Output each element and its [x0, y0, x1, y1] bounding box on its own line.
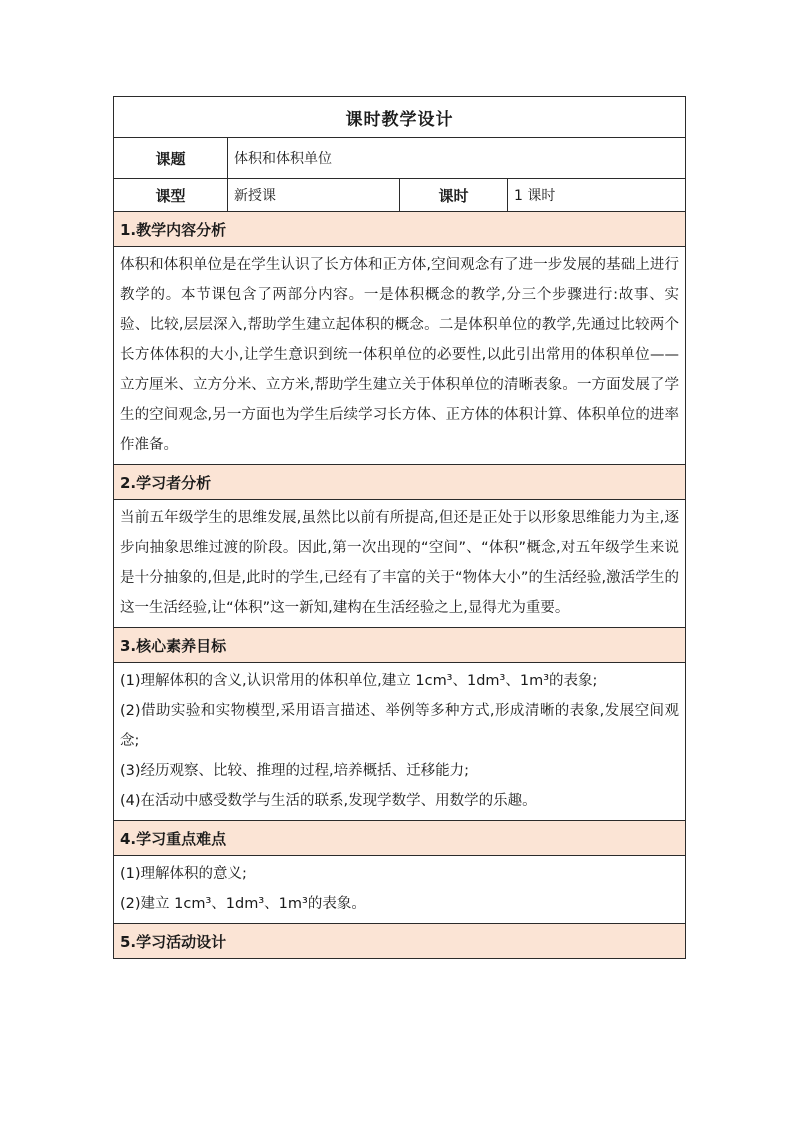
- objective-item: (2)借助实验和实物模型,采用语言描述、举例等多种方式,形成清晰的表象,发展空间观念;: [120, 703, 679, 749]
- section-body-core-objectives: [114, 663, 686, 821]
- section-body-learner-analysis: [114, 500, 686, 628]
- paragraph: 当前五年级学生的思维发展,虽然比以前有所提高,但还是正处于以形象思维能力为主,逐步向抽象思维过渡的阶段。因此,第一次出现的“空间”、“体积”概念,对五年级学生来说是十分抽象的,但是,此时的学生,已经有了丰富的关于“物体大小”的生活经验,激活学生的这一生活经验,让“体积”这一新知,建构在生活经验之上,显得尤为重要。: [120, 510, 679, 616]
- lesson-design-table: [113, 96, 686, 959]
- key-point-item: (1)理解体积的意义;: [120, 866, 247, 882]
- section-body-key-points: [114, 856, 686, 924]
- section-heading-learner-analysis: 2.学习者分析: [114, 465, 686, 500]
- paragraph: 体积和体积单位是在学生认识了长方体和正方体,空间观念有了进一步发展的基础上进行教学的。本节课包含了两部分内容。一是体积概念的教学,分三个步骤进行:故事、实验、比较,层层深入,帮助学生建立起体积的概念。二是体积单位的教学,先通过比较两个长方体体积的大小,让学生意识到统一体积单位的必要性,以此引出常用的体积单位——立方厘米、立方分米、立方米,帮助学生建立关于体积单位的清晰表象。一方面发展了学生的空间观念,另一方面也为学生后续学习长方体、正方体的体积计算、体积单位的进率作准备。: [120, 257, 679, 453]
- class-hours-label: 课时: [400, 179, 508, 212]
- section-heading-content-analysis: 1.教学内容分析: [114, 212, 686, 247]
- lesson-type-value: 新授课: [228, 179, 400, 212]
- objective-item: (4)在活动中感受数学与生活的联系,发现学数学、用数学的乐趣。: [120, 793, 537, 809]
- objective-item: (3)经历观察、比较、推理的过程,培养概括、迁移能力;: [120, 763, 470, 779]
- document-title: 课时教学设计: [114, 97, 686, 138]
- section-heading-key-points: 4.学习重点难点: [114, 821, 686, 856]
- class-hours-value: 1 课时: [508, 179, 686, 212]
- section-body-content-analysis: [114, 247, 686, 465]
- section-heading-core-objectives: 3.核心素养目标: [114, 628, 686, 663]
- key-point-item: (2)建立 1cm³、1dm³、1m³的表象。: [120, 896, 366, 912]
- section-heading-activity-design: 5.学习活动设计: [114, 924, 686, 959]
- topic-value: 体积和体积单位: [228, 138, 686, 179]
- lesson-type-label: 课型: [114, 179, 228, 212]
- objective-item: (1)理解体积的含义,认识常用的体积单位,建立 1cm³、1dm³、1m³的表象;: [120, 673, 598, 689]
- lesson-design-sheet: [113, 96, 685, 959]
- topic-label: 课题: [114, 138, 228, 179]
